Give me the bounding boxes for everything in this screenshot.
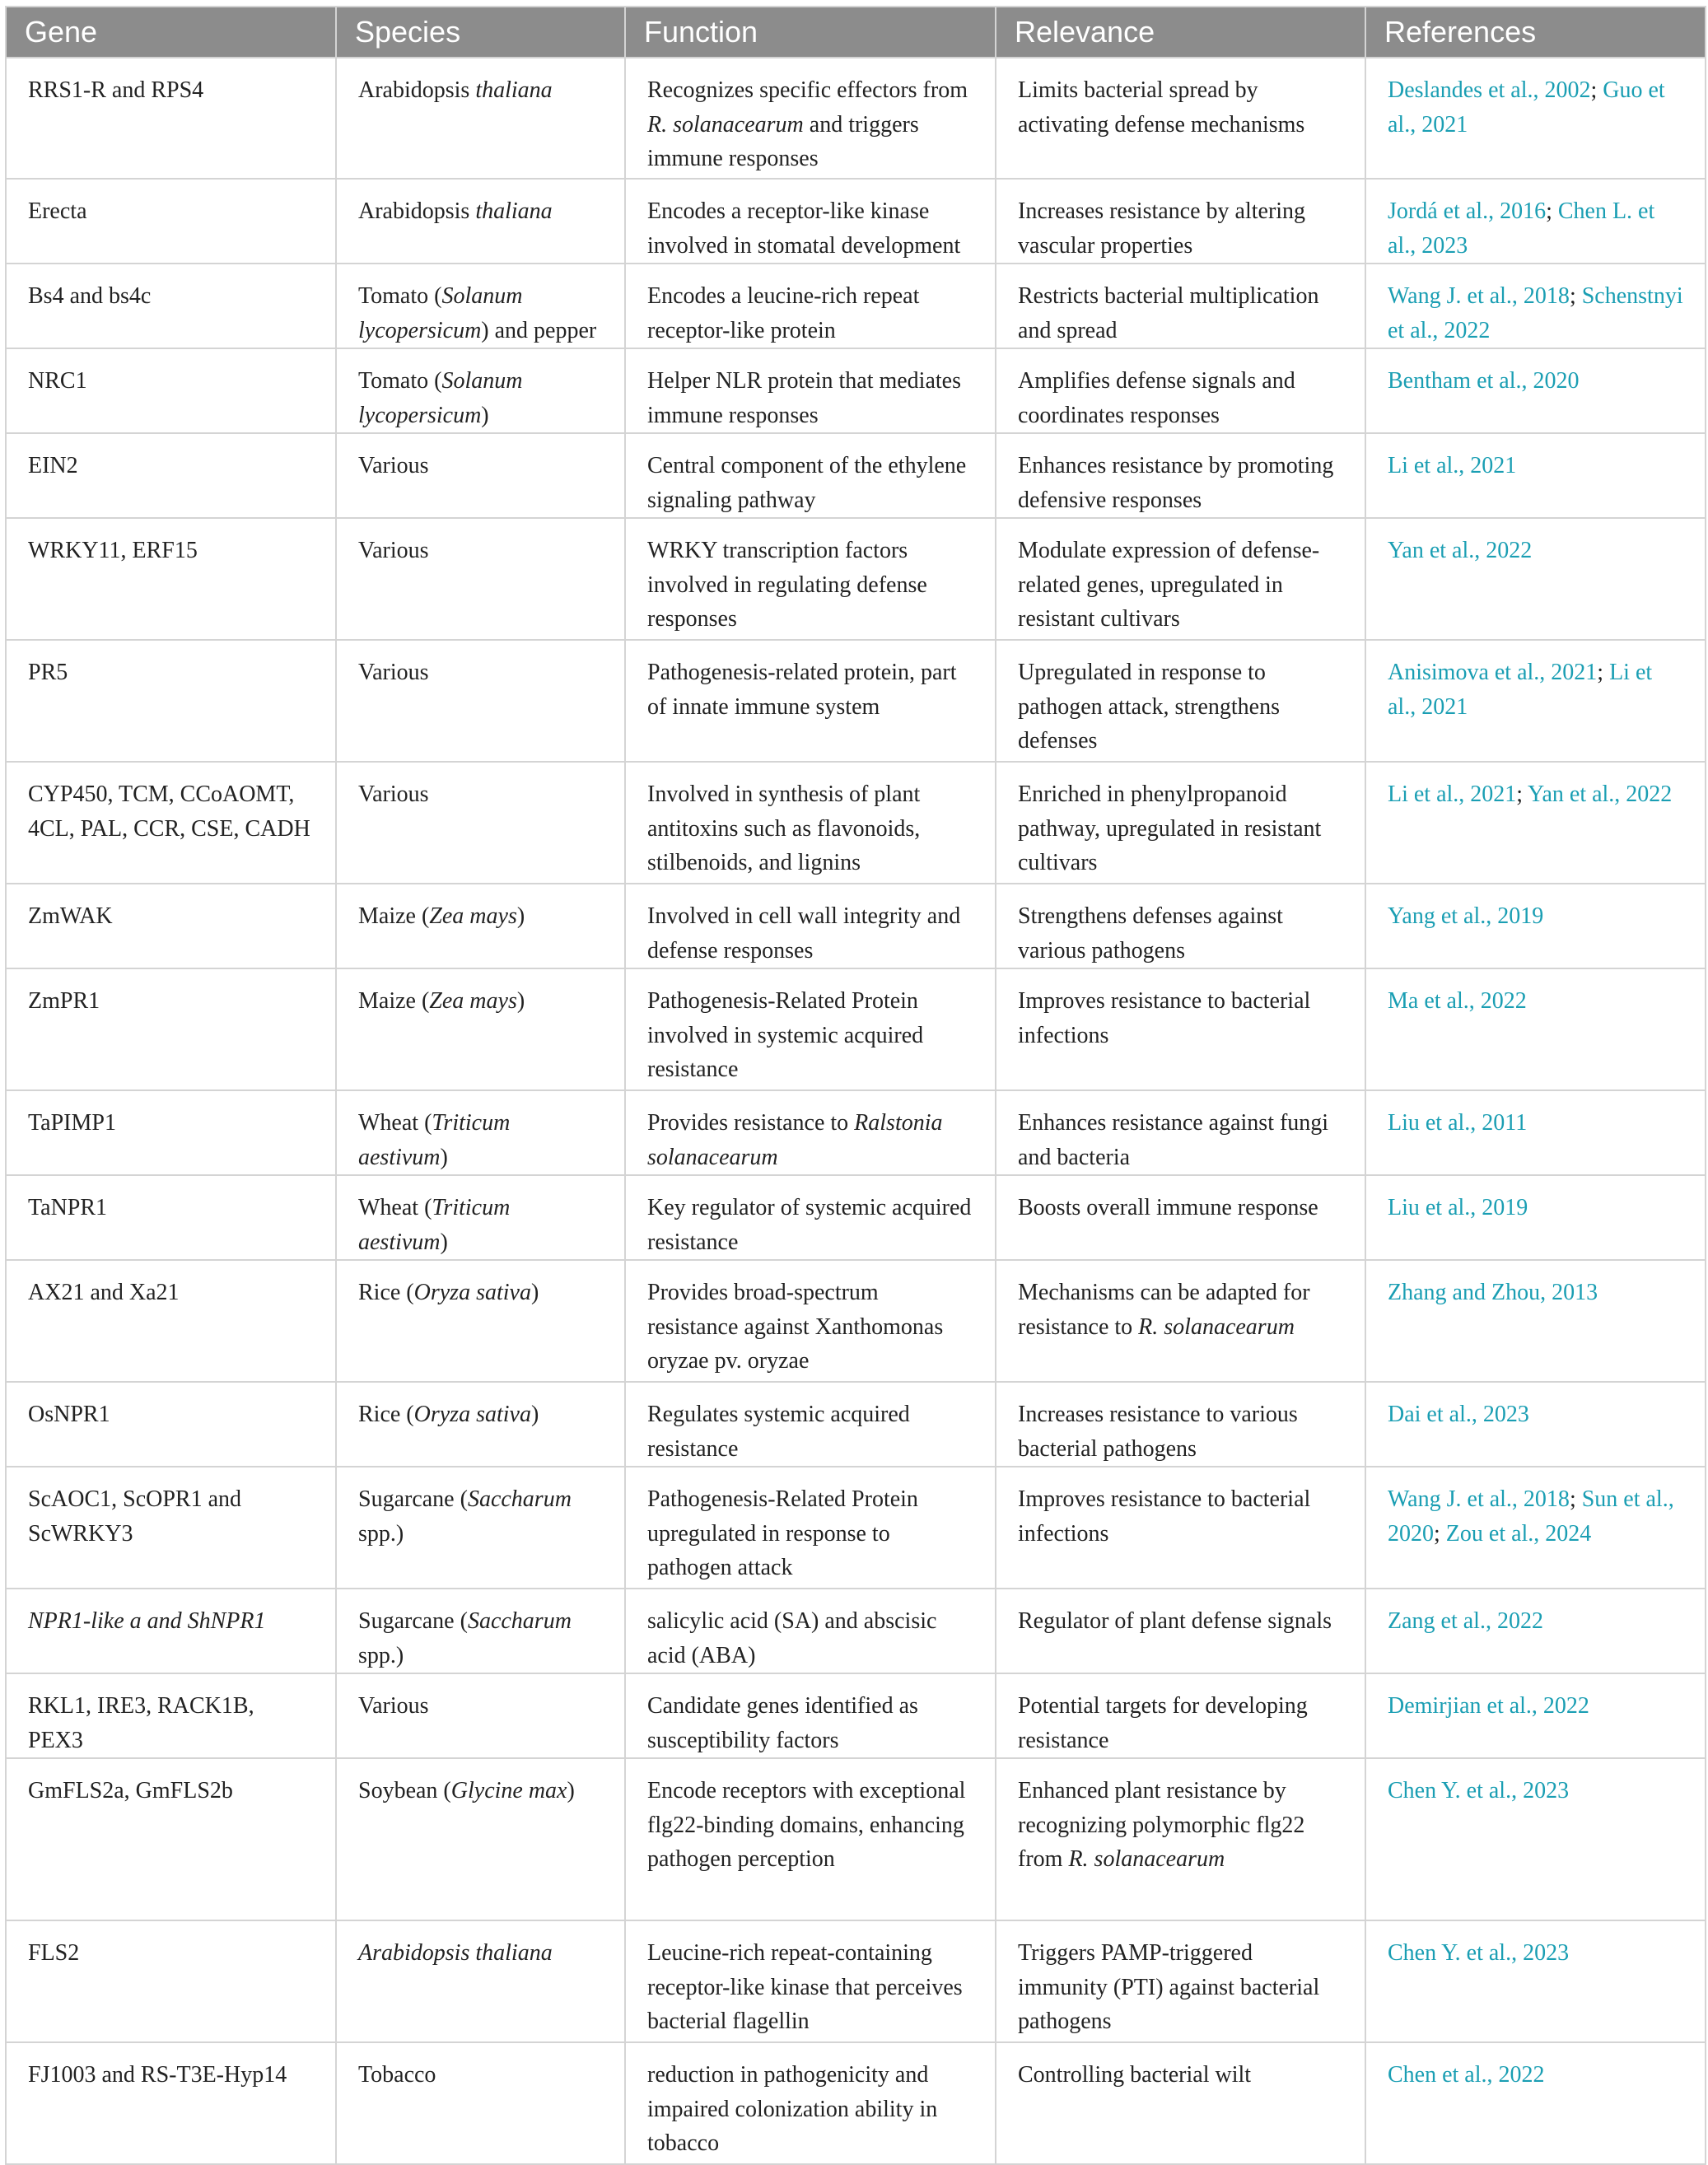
gene-text: WRKY11, ERF15 xyxy=(28,538,198,563)
cell-gene xyxy=(6,518,336,640)
table-row xyxy=(6,58,1706,179)
function-text: Encodes a receptor-like kinase involved in stomatal development xyxy=(647,198,961,259)
reference-link[interactable]: Yan et al., 2022 xyxy=(1388,538,1533,563)
reference-separator: ; xyxy=(1434,1520,1446,1547)
gene-text: NPR1-like a and ShNPR1 xyxy=(28,1608,266,1634)
reference-link[interactable]: Li et al., 2021 xyxy=(1388,782,1517,807)
function-text: Pathogenesis-Related Protein upregulated in response to pathogen attack xyxy=(647,1486,918,1580)
reference-link[interactable]: Chen et al., 2022 xyxy=(1388,2062,1545,2088)
reference-link[interactable]: Wang J. et al., 2018 xyxy=(1388,283,1570,309)
relevance-text: Increases resistance by altering vascular properties xyxy=(1018,198,1306,259)
reference-separator: ; xyxy=(1516,782,1528,807)
cell-relevance xyxy=(996,968,1365,1090)
species-text: Soybean ( xyxy=(358,1778,451,1803)
relevance-text: Strengthens defenses against various pathogens xyxy=(1018,903,1283,964)
species-text: Various xyxy=(358,538,429,563)
cell-function xyxy=(625,58,996,179)
gene-text: ZmWAK xyxy=(28,903,113,929)
reference-link[interactable]: Jordá et al., 2016 xyxy=(1388,198,1547,224)
gene-text: NRC1 xyxy=(28,368,87,394)
function-text: Recognizes specific effectors from xyxy=(647,77,968,103)
cell-species xyxy=(336,1920,625,2042)
table-row xyxy=(6,264,1706,348)
cell-function xyxy=(625,348,996,433)
cell-gene xyxy=(6,1920,336,2042)
cell-function xyxy=(625,762,996,884)
gene-text: EIN2 xyxy=(28,453,78,478)
cell-relevance xyxy=(996,348,1365,433)
species-text: Solanum lycopersicum xyxy=(358,283,523,343)
species-text: Maize ( xyxy=(358,903,430,929)
cell-function xyxy=(625,1260,996,1382)
cell-relevance xyxy=(996,1175,1365,1260)
gene-text: RRS1-R and RPS4 xyxy=(28,77,204,103)
species-text: ) and pepper xyxy=(481,317,597,343)
cell-species xyxy=(336,264,625,348)
species-text: Triticum aestivum xyxy=(358,1195,511,1255)
cell-references xyxy=(1365,968,1706,1090)
cell-function xyxy=(625,179,996,264)
species-text: Oryza sativa xyxy=(413,1402,531,1427)
species-text: Arabidopsis xyxy=(358,77,476,103)
cell-function xyxy=(625,433,996,518)
species-text: thaliana xyxy=(475,198,553,224)
table-row xyxy=(6,2042,1706,2164)
table-row xyxy=(6,1382,1706,1467)
cell-species xyxy=(336,884,625,968)
function-text: Key regulator of systemic acquired resistance xyxy=(647,1195,972,1255)
cell-gene xyxy=(6,1090,336,1175)
cell-gene xyxy=(6,433,336,518)
header-gene: Gene xyxy=(6,7,336,58)
cell-species xyxy=(336,1673,625,1758)
species-text: Wheat ( xyxy=(358,1110,432,1136)
cell-function xyxy=(625,1467,996,1589)
species-text: Tobacco xyxy=(358,2062,436,2088)
cell-function xyxy=(625,1382,996,1467)
species-text: ) xyxy=(440,1229,448,1255)
species-text: ) xyxy=(530,1280,539,1305)
species-text: Tomato ( xyxy=(358,283,442,309)
relevance-text: Restricts bacterial multiplication and spread xyxy=(1018,283,1319,343)
reference-link[interactable]: Zhang and Zhou, 2013 xyxy=(1388,1280,1598,1305)
table-row xyxy=(6,348,1706,433)
cell-references xyxy=(1365,1920,1706,2042)
reference-link[interactable]: Wang J. et al., 2018 xyxy=(1388,1486,1570,1512)
reference-separator: ; xyxy=(1546,198,1558,224)
cell-relevance xyxy=(996,58,1365,179)
function-text: Helper NLR protein that mediates immune responses xyxy=(647,368,961,428)
species-text: Various xyxy=(358,453,429,478)
header-relevance: Relevance xyxy=(996,7,1365,58)
cell-references xyxy=(1365,1589,1706,1673)
header-function: Function xyxy=(625,7,996,58)
cell-gene xyxy=(6,762,336,884)
gene-text: OsNPR1 xyxy=(28,1402,110,1427)
cell-relevance xyxy=(996,1467,1365,1589)
function-text: R. solanacearum xyxy=(647,111,804,138)
reference-link[interactable]: Schenstnyi et al., 2022 xyxy=(1388,283,1683,343)
function-text: and triggers immune responses xyxy=(647,111,919,171)
header-row xyxy=(6,7,1706,58)
cell-function xyxy=(625,884,996,968)
gene-text: AX21 and Xa21 xyxy=(28,1280,180,1305)
cell-relevance xyxy=(996,762,1365,884)
cell-relevance xyxy=(996,1673,1365,1758)
cell-relevance xyxy=(996,1382,1365,1467)
reference-link[interactable]: Yang et al., 2019 xyxy=(1388,903,1544,929)
function-text: Involved in synthesis of plant antitoxins such as flavonoids, stilbenoids, and lignins xyxy=(647,782,921,875)
gene-text: GmFLS2a, GmFLS2b xyxy=(28,1778,233,1803)
function-text: reduction in pathogenicity and impaired colonization ability in tobacco xyxy=(647,2062,938,2156)
cell-references xyxy=(1365,179,1706,264)
cell-relevance xyxy=(996,1090,1365,1175)
cell-species xyxy=(336,179,625,264)
cell-gene xyxy=(6,1673,336,1758)
table-row xyxy=(6,1175,1706,1260)
cell-function xyxy=(625,2042,996,2164)
gene-text: RKL1, IRE3, RACK1B, PEX3 xyxy=(28,1693,254,1753)
reference-link[interactable]: Demirjian et al., 2022 xyxy=(1388,1693,1589,1719)
species-text: Arabidopsis xyxy=(358,198,476,224)
reference-link[interactable]: Zou et al., 2024 xyxy=(1445,1520,1592,1547)
reference-link[interactable]: Li et al., 2021 xyxy=(1388,660,1653,720)
cell-gene xyxy=(6,1467,336,1589)
relevance-text: Enhanced plant resistance by recognizing polymorphic flg22 from xyxy=(1018,1778,1305,1872)
species-text: Various xyxy=(358,660,429,685)
relevance-text: Controlling bacterial wilt xyxy=(1018,2062,1252,2088)
cell-references xyxy=(1365,348,1706,433)
table-row xyxy=(6,1673,1706,1758)
cell-species xyxy=(336,2042,625,2164)
cell-species xyxy=(336,348,625,433)
cell-function xyxy=(625,1090,996,1175)
species-text: ) xyxy=(481,402,489,428)
species-text: ) xyxy=(530,1402,539,1427)
cell-gene xyxy=(6,2042,336,2164)
reference-link[interactable]: Zang et al., 2022 xyxy=(1388,1608,1543,1634)
gene-text: CYP450, TCM, CCoAOMT, 4CL, PAL, CCR, CSE, CADH xyxy=(28,782,310,842)
function-text: Provides resistance to xyxy=(647,1110,855,1136)
cell-function xyxy=(625,1920,996,2042)
relevance-text: Modulate expression of defense-related genes, upregulated in resistant cultivars xyxy=(1018,538,1320,632)
species-text: Solanum lycopersicum xyxy=(358,368,523,428)
cell-gene xyxy=(6,1175,336,1260)
cell-species xyxy=(336,518,625,640)
species-text: Zea mays xyxy=(429,903,517,929)
cell-relevance xyxy=(996,518,1365,640)
cell-function xyxy=(625,1758,996,1920)
reference-link[interactable]: Chen L. et al., 2023 xyxy=(1388,198,1655,259)
header-species: Species xyxy=(336,7,625,58)
species-text: ) xyxy=(516,988,525,1014)
table-row xyxy=(6,762,1706,884)
species-text: Maize ( xyxy=(358,988,430,1014)
species-text: Rice ( xyxy=(358,1402,414,1427)
header-references: References xyxy=(1365,7,1706,58)
species-text: Arabidopsis thaliana xyxy=(358,1940,553,1966)
cell-references xyxy=(1365,518,1706,640)
cell-references xyxy=(1365,2042,1706,2164)
relevance-text: Triggers PAMP-triggered immunity (PTI) against bacterial pathogens xyxy=(1018,1940,1320,2034)
cell-relevance xyxy=(996,2042,1365,2164)
reference-separator: ; xyxy=(1597,660,1610,685)
function-text: Central component of the ethylene signaling pathway xyxy=(647,453,967,513)
species-text: Oryza sativa xyxy=(413,1280,531,1305)
reference-link[interactable]: Dai et al., 2023 xyxy=(1388,1402,1529,1427)
function-text: Pathogenesis-related protein, part of innate immune system xyxy=(647,660,957,720)
function-text: Encode receptors with exceptional flg22-binding domains, enhancing pathogen perception xyxy=(647,1778,966,1872)
cell-species xyxy=(336,1467,625,1589)
cell-relevance xyxy=(996,1589,1365,1673)
reference-separator: ; xyxy=(1590,77,1603,103)
cell-references xyxy=(1365,762,1706,884)
cell-gene xyxy=(6,640,336,762)
cell-references xyxy=(1365,58,1706,179)
cell-gene xyxy=(6,264,336,348)
cell-references xyxy=(1365,1175,1706,1260)
species-text: Sugarcane ( xyxy=(358,1608,468,1634)
species-text: Various xyxy=(358,1693,429,1719)
cell-relevance xyxy=(996,1260,1365,1382)
table-row xyxy=(6,1467,1706,1589)
reference-link[interactable]: Deslandes et al., 2002 xyxy=(1388,77,1591,103)
table-row xyxy=(6,884,1706,968)
function-text: Involved in cell wall integrity and defense responses xyxy=(647,903,961,964)
gene-text: PR5 xyxy=(28,660,68,685)
cell-gene xyxy=(6,884,336,968)
cell-references xyxy=(1365,1382,1706,1467)
reference-link[interactable]: Ma et al., 2022 xyxy=(1388,988,1527,1014)
table-row xyxy=(6,1589,1706,1673)
species-text: ) xyxy=(440,1144,448,1170)
table-row xyxy=(6,1260,1706,1382)
cell-relevance xyxy=(996,264,1365,348)
cell-gene xyxy=(6,968,336,1090)
table-row xyxy=(6,640,1706,762)
cell-gene xyxy=(6,1758,336,1920)
relevance-text: Mechanisms can be adapted for resistance to xyxy=(1018,1280,1310,1340)
cell-gene xyxy=(6,179,336,264)
gene-table xyxy=(5,6,1706,2165)
cell-function xyxy=(625,264,996,348)
function-text: WRKY transcription factors involved in regulating defense responses xyxy=(647,538,927,632)
gene-text: TaPIMP1 xyxy=(28,1110,116,1136)
cell-species xyxy=(336,1758,625,1920)
relevance-text: Enriched in phenylpropanoid pathway, upregulated in resistant cultivars xyxy=(1018,782,1322,875)
species-text: Various xyxy=(358,782,429,807)
reference-link[interactable]: Chen Y. et al., 2023 xyxy=(1388,1778,1570,1803)
cell-species xyxy=(336,433,625,518)
relevance-text: Improves resistance to bacterial infections xyxy=(1018,988,1311,1048)
reference-link[interactable]: Liu et al., 2011 xyxy=(1388,1110,1528,1136)
cell-gene xyxy=(6,1260,336,1382)
species-text: Glycine max xyxy=(450,1778,567,1803)
function-text: Encodes a leucine-rich repeat receptor-like protein xyxy=(647,283,920,343)
cell-function xyxy=(625,518,996,640)
cell-relevance xyxy=(996,1758,1365,1920)
table-row xyxy=(6,968,1706,1090)
cell-references xyxy=(1365,884,1706,968)
species-text: thaliana xyxy=(475,77,553,103)
cell-function xyxy=(625,640,996,762)
table-row xyxy=(6,179,1706,264)
species-text: Triticum aestivum xyxy=(358,1110,511,1170)
gene-text: Erecta xyxy=(28,198,87,224)
species-text: Zea mays xyxy=(429,988,517,1014)
reference-link[interactable]: Liu et al., 2019 xyxy=(1388,1195,1528,1220)
cell-relevance xyxy=(996,1920,1365,2042)
reference-link[interactable]: Sun et al., 2020 xyxy=(1388,1486,1674,1547)
cell-references xyxy=(1365,1673,1706,1758)
species-text: Wheat ( xyxy=(358,1195,432,1220)
cell-species xyxy=(336,1175,625,1260)
cell-references xyxy=(1365,640,1706,762)
species-text: Saccharum xyxy=(467,1608,572,1634)
species-text: ) xyxy=(567,1778,575,1803)
function-text: salicylic acid (SA) and abscisic acid (ABA) xyxy=(647,1608,937,1668)
species-text: Tomato ( xyxy=(358,368,442,394)
relevance-text: Increases resistance to various bacterial pathogens xyxy=(1018,1402,1298,1462)
reference-link[interactable]: Anisimova et al., 2021 xyxy=(1388,660,1598,685)
species-text: Sugarcane ( xyxy=(358,1486,468,1512)
cell-references xyxy=(1365,1260,1706,1382)
table-row xyxy=(6,433,1706,518)
cell-species xyxy=(336,640,625,762)
cell-gene xyxy=(6,348,336,433)
gene-text: TaNPR1 xyxy=(28,1195,108,1220)
reference-link[interactable]: Guo et al., 2021 xyxy=(1388,77,1665,138)
gene-text: FLS2 xyxy=(28,1940,80,1966)
function-text: Regulates systemic acquired resistance xyxy=(647,1402,910,1462)
relevance-text: R. solanacearum xyxy=(1068,1846,1225,1872)
species-text: spp.) xyxy=(358,1642,404,1668)
relevance-text: Amplifies defense signals and coordinates responses xyxy=(1018,368,1295,428)
reference-link[interactable]: Chen Y. et al., 2023 xyxy=(1388,1940,1570,1966)
relevance-text: R. solanacearum xyxy=(1138,1313,1295,1340)
table-body xyxy=(6,58,1706,2164)
relevance-text: Potential targets for developing resistance xyxy=(1018,1693,1308,1753)
table-row xyxy=(6,1090,1706,1175)
cell-species xyxy=(336,58,625,179)
cell-gene xyxy=(6,1589,336,1673)
function-text: Candidate genes identified as susceptibility factors xyxy=(647,1693,918,1753)
reference-separator: ; xyxy=(1569,1486,1582,1512)
cell-gene xyxy=(6,1382,336,1467)
relevance-text: Boosts overall immune response xyxy=(1018,1195,1318,1220)
reference-link[interactable]: Bentham et al., 2020 xyxy=(1388,368,1580,394)
cell-function xyxy=(625,968,996,1090)
cell-species xyxy=(336,1260,625,1382)
table-row xyxy=(6,518,1706,640)
relevance-text: Limits bacterial spread by activating defense mechanisms xyxy=(1018,77,1305,138)
gene-text: FJ1003 and RS-T3E-Hyp14 xyxy=(28,2062,287,2088)
cell-function xyxy=(625,1175,996,1260)
table-row xyxy=(6,1758,1706,1920)
species-text: Saccharum xyxy=(467,1486,572,1512)
cell-relevance xyxy=(996,433,1365,518)
cell-references xyxy=(1365,433,1706,518)
function-text: Pathogenesis-Related Protein involved in systemic acquired resistance xyxy=(647,988,924,1082)
cell-references xyxy=(1365,1090,1706,1175)
cell-function xyxy=(625,1673,996,1758)
cell-species xyxy=(336,968,625,1090)
cell-species xyxy=(336,762,625,884)
reference-link[interactable]: Yan et al., 2022 xyxy=(1528,782,1673,807)
gene-text: ScAOC1, ScOPR1 and ScWRKY3 xyxy=(28,1486,242,1547)
cell-relevance xyxy=(996,640,1365,762)
species-text: Rice ( xyxy=(358,1280,414,1305)
reference-link[interactable]: Li et al., 2021 xyxy=(1388,453,1517,478)
cell-relevance xyxy=(996,179,1365,264)
reference-separator: ; xyxy=(1569,283,1582,309)
cell-references xyxy=(1365,1758,1706,1920)
relevance-text: Regulator of plant defense signals xyxy=(1018,1608,1332,1634)
cell-species xyxy=(336,1090,625,1175)
gene-text: Bs4 and bs4c xyxy=(28,283,152,309)
species-text: ) xyxy=(516,903,525,929)
cell-species xyxy=(336,1589,625,1673)
cell-function xyxy=(625,1589,996,1673)
cell-references xyxy=(1365,264,1706,348)
gene-text: ZmPR1 xyxy=(28,988,100,1014)
cell-species xyxy=(336,1382,625,1467)
species-text: spp.) xyxy=(358,1520,404,1547)
table-row xyxy=(6,1920,1706,2042)
function-text: Provides broad-spectrum resistance against Xanthomonas oryzae pv. oryzae xyxy=(647,1280,944,1374)
relevance-text: Enhances resistance by promoting defensive responses xyxy=(1018,453,1334,513)
function-text: Ralstonia solanacearum xyxy=(647,1110,943,1170)
relevance-text: Upregulated in response to pathogen attack, strengthens defenses xyxy=(1018,660,1281,754)
function-text: Leucine-rich repeat-containing receptor-like kinase that perceives bacterial flagellin xyxy=(647,1940,963,2034)
cell-relevance xyxy=(996,884,1365,968)
cell-references xyxy=(1365,1467,1706,1589)
cell-gene xyxy=(6,58,336,179)
relevance-text: Enhances resistance against fungi and bacteria xyxy=(1018,1110,1329,1170)
relevance-text: Improves resistance to bacterial infections xyxy=(1018,1486,1311,1547)
